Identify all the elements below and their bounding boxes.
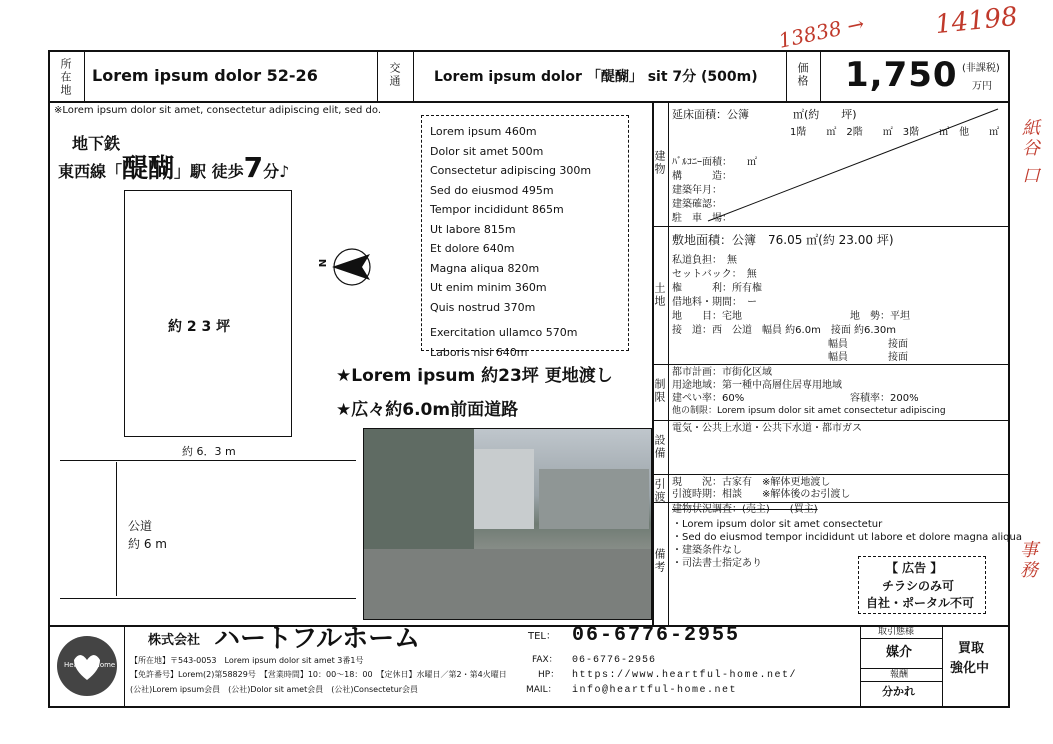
company-prefix: 株式会社 [148, 633, 201, 648]
road-label: 公道 [128, 519, 153, 533]
restriction-title: 制限 [653, 378, 666, 404]
building-confirm: 建築確認： [672, 199, 722, 210]
delivery-status: 現 況：古家有 ※解体更地渡し [672, 477, 831, 488]
transport-label: 交通 [388, 62, 401, 88]
facility-item: Magna aliqua 820m [430, 261, 540, 275]
road-width-arrow [116, 462, 117, 596]
north-label: N [318, 258, 330, 268]
facility-text: 電気・公共上水道・公共下水道・都市ガス [672, 423, 862, 434]
lot-label: 約 2 3 坪 [168, 319, 231, 335]
road-width: 約 6 m [128, 537, 167, 551]
facility-title: 設備 [653, 434, 666, 460]
station-line1: 地下鉄 [72, 134, 121, 153]
remarks-item: ・建築条件なし [672, 545, 742, 556]
building-year: 建築年月： [672, 185, 722, 196]
tel-label: TEL： [528, 631, 556, 642]
ad-title: 【 広告 】 [886, 561, 943, 575]
company-license: 【免許番号】Lorem(2)第58829号 【営業時間】10：00～18：00 【定休日】水曜日／第2・第4火曜日 [130, 670, 507, 679]
transport-value: Lorem ipsum dolor 「醍醐」 sit 7分 (500m) [434, 69, 758, 85]
highlight-1: ★Lorem ipsum 約23坪 更地渡し [336, 366, 613, 386]
facility-item: Exercitation ullamco 570m [430, 326, 578, 339]
facility-item: Laboris nisi 640m [430, 345, 528, 359]
mail-address[interactable]: info@heartful-home.net [572, 685, 738, 696]
building-structure: 構 造： [672, 171, 732, 182]
facility-item: Dolor sit amet 500m [430, 144, 544, 158]
land-setback: セットバック： 無 [672, 269, 757, 280]
company-assoc: (公社)Lorem ipsum会員 (公社)Dolor sit amet会員 (公社)Consectetur会員 [130, 685, 419, 694]
station-block [58, 148, 289, 185]
right-column-divider [652, 101, 654, 625]
road-bottom-line [60, 598, 356, 599]
fee-value: 分かれ [882, 685, 915, 698]
buy-line1: 買取 [958, 641, 985, 656]
facilities-list [430, 122, 591, 362]
mode-label: 取引態様 [878, 627, 915, 637]
land-access: 接 道：西 公道 幅員 約6.0m 接面 約6.30m [672, 325, 897, 336]
restriction-far: 容積率：200% [850, 393, 919, 404]
road-top-line [60, 460, 356, 461]
buy-line2: 強化中 [950, 661, 990, 676]
footer-top-line [48, 625, 1010, 627]
frontage-label: 約 6．3 m [182, 445, 236, 458]
building-strike-line [668, 101, 1010, 226]
land-rights: 権 利：所有権 [672, 283, 762, 294]
land-category: 地 目：宅地 [672, 311, 742, 322]
land-title: 土地 [653, 282, 666, 308]
restriction-other: 他の制限：Lorem ipsum dolor sit amet consectetur adipiscing [672, 406, 946, 416]
land-access-3: 幅員 接面 [828, 352, 908, 363]
building-title: 建物 [653, 150, 666, 176]
remarks-item: ・Sed do eiusmod tempor incididunt ut labore et dolore magna aliqua [672, 532, 1022, 543]
hp-url[interactable]: https://www.heartful-home.net/ [572, 670, 798, 681]
handwritten-note-1: 13838 → [776, 11, 867, 53]
land-access-2: 幅員 接面 [828, 339, 908, 350]
station-line3: 」駅 徒歩 [174, 162, 244, 181]
facility-item: Et dolore 640m [430, 242, 515, 255]
delivery-title: 引渡 [653, 478, 666, 504]
remarks-survey: 建物状況調査：(売主) (買主) [672, 504, 818, 515]
facility-item: Lorem ipsum 460m [430, 125, 537, 138]
building-floors: 1階 ㎡ 2階 ㎡ 3階 ㎡ 他 ㎡ [790, 127, 1000, 138]
highlight-2: ★広々約6.0m前面道路 [336, 400, 519, 420]
facility-item: Ut enim minim 360m [430, 281, 547, 294]
location-label: 所在地 [59, 58, 72, 97]
land-terrain: 地 勢：平坦 [850, 311, 910, 322]
ad-line1: チラシのみ可 [882, 579, 955, 593]
land-area: 敷地面積：公簿 76.05 ㎡(約 23.00 坪) [672, 233, 894, 247]
facility-item: Ut labore 815m [430, 222, 516, 236]
facility-item: Tempor incididunt 865m [430, 203, 564, 216]
notice-text: ※Lorem ipsum dolor sit amet, consectetur adipiscing elit, sed do. [54, 105, 382, 116]
mode-value: 媒介 [886, 645, 913, 660]
hp-label: HP： [538, 670, 560, 680]
remarks-item: ・Lorem ipsum dolor sit amet consectetur [672, 519, 883, 530]
mail-label: MAIL： [526, 685, 557, 695]
building-balcony: ﾊﾞﾙｺﾆｰ面積： ㎡ [672, 157, 757, 168]
handwritten-side-1: 紙谷 口 [1019, 118, 1040, 186]
tel-number: 06-6776-2955 [572, 624, 741, 647]
restriction-zone: 用途地域：第一種中高層住居専用地域 [672, 380, 842, 391]
remarks-title: 備考 [653, 548, 666, 574]
station-line4: 分♪ [263, 162, 290, 181]
handwritten-note-2: 14198 [933, 1, 1020, 41]
delivery-timing: 引渡時期：相談 ※解体後のお引渡し [672, 489, 851, 500]
facility-item: Consectetur adipiscing 300m [430, 164, 592, 177]
facility-item: Quis nostrud 370m [430, 300, 536, 314]
fax-label: FAX： [532, 655, 558, 665]
restriction-plan: 都市計画：市街化区域 [672, 367, 772, 378]
station-min: 7 [243, 151, 264, 184]
price-label: 価格 [796, 62, 809, 88]
facility-item: Sed do eiusmod 495m [430, 183, 554, 197]
price-unit: 万円 [972, 81, 992, 92]
lot-outline [124, 190, 292, 437]
building-floor-area: 延床面積：公簿 ㎡(約 坪) [672, 108, 857, 121]
logo-text: Heartful Home [64, 661, 116, 669]
land-lease: 借地料・期間： ー [672, 297, 757, 308]
building-parking: 駐 車 場： [672, 213, 732, 224]
fax-number: 06-6776-2956 [572, 655, 657, 666]
restriction-bcr: 建ぺい率：60% [672, 393, 745, 404]
station-name: 醍醐 [122, 154, 175, 184]
company-name: ハートフルホーム [214, 624, 421, 654]
company-address: 【所在地】〒543-0053 Lorem ipsum dolor sit amet 3番1号 [130, 656, 364, 665]
station-line2: 東西線「 [58, 162, 123, 181]
price-tax: (非課税) [962, 63, 1000, 74]
remarks-item: ・司法書士指定あり [672, 558, 762, 569]
handwritten-side-2: 事務 [1017, 540, 1038, 580]
property-photo [363, 428, 652, 620]
land-private-road: 私道負担： 無 [672, 255, 737, 266]
price-value: 1,750 [845, 55, 958, 95]
fee-label: 報酬 [890, 670, 909, 680]
ad-line2: 自社・ポータル不可 [866, 596, 975, 610]
location-value: Lorem ipsum dolor 52-26 [92, 66, 318, 85]
